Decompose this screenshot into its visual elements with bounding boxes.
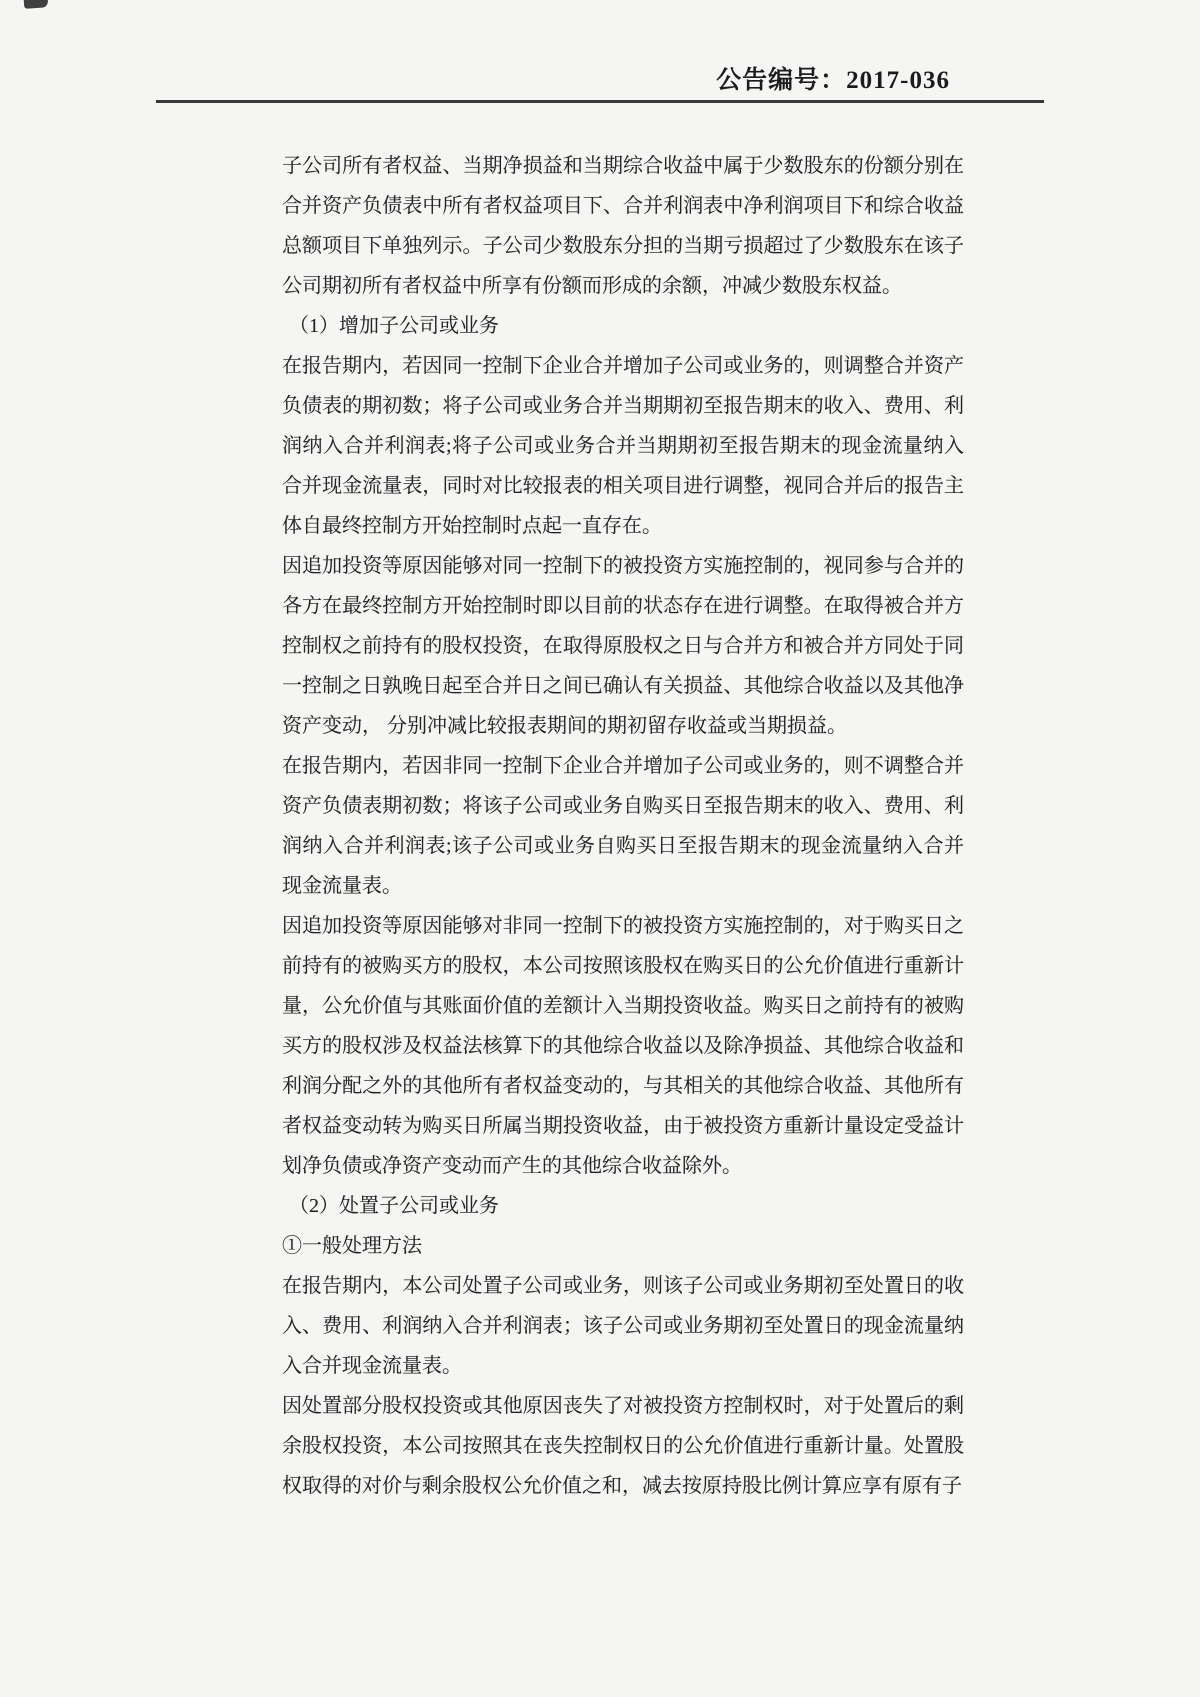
document-body bbox=[282, 146, 964, 1506]
section-heading-dispose-subsidiary: （2）处置子公司或业务 bbox=[289, 1195, 499, 1217]
paragraph-minority-interest: 子公司所有者权益、当期净损益和当期综合收益中属于少数股东的份额分别在合并资产负债表中所有者权益项目下、合并利润表中净利润项目下和综合收益总额项目下单独列示。子公司少数股东分担的当期亏损超过了少数股东在该子公司期初所有者权益中所享有份额而形成的余额，冲减少数股东权益。 bbox=[282, 155, 964, 297]
scan-artifact bbox=[24, 0, 49, 9]
paragraph-additional-investment-non-same-control: 因追加投资等原因能够对非同一控制下的被投资方实施控制的，对于购买日之前持有的被购买方的股权，本公司按照该股权在购买日的公允价值进行重新计量，公允价值与其账面价值的差额计入当期投资收益。购买日之前持有的被购买方的股权涉及权益法核算下的其他综合收益以及除净损益、其他综合收益和利润分配之外的其他所有者权益变动的，与其相关的其他综合收益、其他所有者权益变动转为购买日所属当期投资收益，由于被投资方重新计量设定受益计划净负债或净资产变动而产生的其他综合收益除外。 bbox=[282, 915, 964, 1177]
paragraph-additional-investment-same-control: 因追加投资等原因能够对同一控制下的被投资方实施控制的，视同参与合并的各方在最终控制方开始控制时即以目前的状态存在进行调整。在取得被合并方控制权之前持有的股权投资，在取得原股权之日与合并方和被合并方同处于同一控制之日孰晚日起至合并日之间已确认有关损益、其他综合收益以及其他净资产变动， 分别冲减比较报表期间的期初留存收益或当期损益。 bbox=[282, 555, 964, 737]
paragraph-non-same-control-merger: 在报告期内，若因非同一控制下企业合并增加子公司或业务的，则不调整合并资产负债表期初数；将该子公司或业务自购买日至报告期末的收入、费用、利润纳入合并利润表;该子公司或业务自购买日至报告期末的现金流量纳入合并现金流量表。 bbox=[282, 755, 964, 897]
announcement-number: 公告编号：2017-036 bbox=[716, 67, 950, 94]
paragraph-disposal-period: 在报告期内，本公司处置子公司或业务，则该子公司或业务期初至处置日的收入、费用、利润纳入合并利润表；该子公司或业务期初至处置日的现金流量纳入合并现金流量表。 bbox=[282, 1275, 964, 1377]
section-heading-general-method: ①一般处理方法 bbox=[282, 1235, 422, 1257]
paragraph-loss-of-control: 因处置部分股权投资或其他原因丧失了对被投资方控制权时，对于处置后的剩余股权投资，本公司按照其在丧失控制权日的公允价值进行重新计量。处置股权取得的对价与剩余股权公允价值之和，减去按原持股比例计算应享有原有子 bbox=[282, 1395, 964, 1497]
section-heading-add-subsidiary: （1）增加子公司或业务 bbox=[289, 315, 499, 337]
header-divider bbox=[156, 100, 1044, 103]
paragraph-same-control-merger: 在报告期内，若因同一控制下企业合并增加子公司或业务的，则调整合并资产负债表的期初数；将子公司或业务合并当期期初至报告期末的收入、费用、利润纳入合并利润表;将子公司或业务合并当期期初至报告期末的现金流量纳入合并现金流量表，同时对比较报表的相关项目进行调整，视同合并后的报告主体自最终控制方开始控制时点起一直存在。 bbox=[282, 355, 964, 537]
